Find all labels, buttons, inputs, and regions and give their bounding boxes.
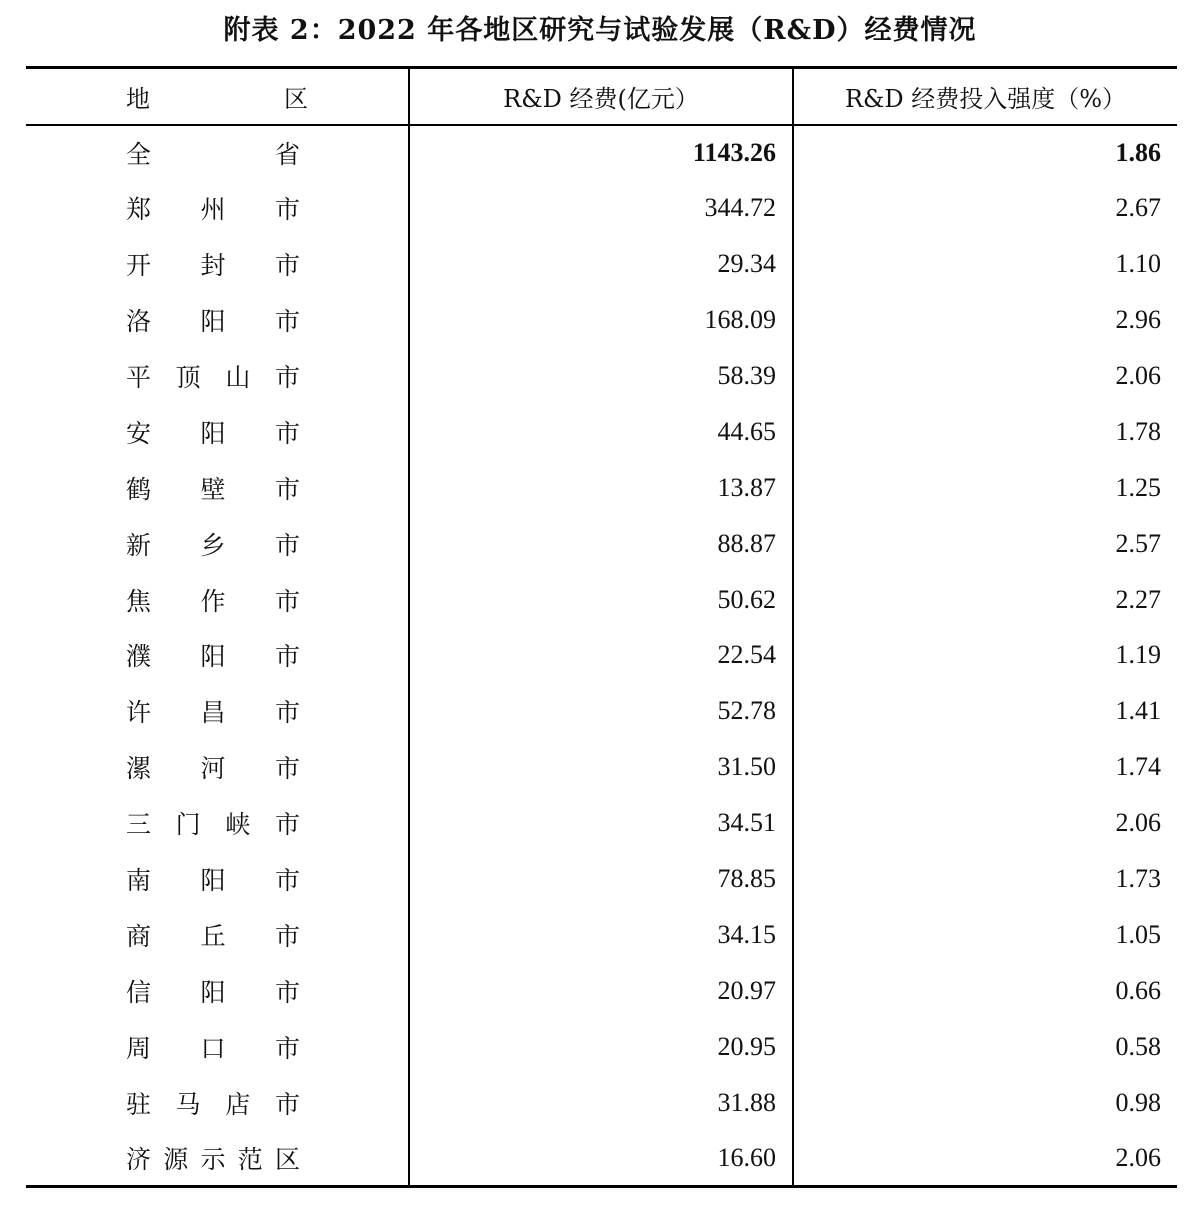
region-name: 郑 州 市 bbox=[126, 195, 300, 225]
table-row-total bbox=[26, 125, 1177, 181]
table-row bbox=[26, 404, 1177, 460]
intensity-cell: 1.41 bbox=[1115, 696, 1161, 726]
table-row bbox=[26, 795, 1177, 851]
intensity-cell: 2.06 bbox=[1115, 808, 1161, 838]
intensity-cell: 2.06 bbox=[793, 1131, 1177, 1187]
intensity-cell: 2.67 bbox=[1115, 193, 1161, 223]
expenditure-cell: 52.78 bbox=[409, 683, 793, 739]
intensity-cell: 0.58 bbox=[1115, 1031, 1161, 1061]
expenditure-cell: 20.97 bbox=[409, 963, 793, 1019]
table-row bbox=[26, 292, 1177, 348]
region-cell bbox=[26, 628, 409, 684]
region-cell bbox=[26, 739, 409, 795]
region-cell bbox=[26, 516, 409, 572]
region-name: 洛 阳 市 bbox=[126, 307, 300, 337]
expenditure-cell: 13.87 bbox=[409, 460, 793, 516]
region-name: 开 封 市 bbox=[126, 251, 300, 281]
region-name: 济 源 示 范 区 bbox=[126, 1144, 300, 1174]
table-title: 附表 2：2022 年各地区研究与试验发展（R&D）经费情况 bbox=[223, 15, 977, 46]
region-name: 商 丘 市 bbox=[126, 921, 300, 951]
region-cell bbox=[26, 180, 409, 236]
intensity-cell: 1.05 bbox=[1115, 919, 1161, 949]
expenditure-cell: 34.51 bbox=[409, 795, 793, 851]
intensity-cell: 1.10 bbox=[1115, 249, 1161, 279]
header-row bbox=[26, 68, 1177, 125]
region-name: 周 口 市 bbox=[126, 1033, 300, 1063]
region-cell bbox=[26, 795, 409, 851]
intensity-cell: 0.66 bbox=[1115, 975, 1161, 1005]
expenditure-cell: 344.72 bbox=[409, 180, 793, 236]
table-body bbox=[26, 125, 1177, 1187]
expenditure-cell: 22.54 bbox=[409, 628, 793, 684]
expenditure-cell: 31.88 bbox=[409, 1075, 793, 1131]
table-row bbox=[26, 1019, 1177, 1075]
header-intensity: R&D 经费投入强度（%） bbox=[793, 68, 1177, 125]
table-row bbox=[26, 1131, 1177, 1187]
expenditure-cell: 78.85 bbox=[409, 851, 793, 907]
intensity-cell: 1.86 bbox=[1115, 137, 1161, 167]
region-name: 南 阳 市 bbox=[126, 866, 300, 896]
table-row bbox=[26, 572, 1177, 628]
region-cell bbox=[26, 460, 409, 516]
region-name: 三 门 峡 市 bbox=[126, 810, 300, 840]
region-name: 许 昌 市 bbox=[126, 698, 300, 728]
table-row bbox=[26, 963, 1177, 1019]
expenditure-cell: 31.50 bbox=[409, 739, 793, 795]
region-cell bbox=[26, 907, 409, 963]
intensity-cell: 2.06 bbox=[1115, 361, 1161, 390]
region-name: 濮 阳 市 bbox=[126, 642, 300, 672]
header-expenditure: R&D 经费(亿元） bbox=[409, 68, 793, 125]
intensity-cell: 2.57 bbox=[1115, 528, 1161, 558]
region-name: 信 阳 市 bbox=[126, 977, 300, 1007]
table-row bbox=[26, 236, 1177, 292]
table-row bbox=[26, 683, 1177, 739]
expenditure-cell: 50.62 bbox=[409, 572, 793, 628]
header-region bbox=[26, 68, 409, 125]
region-name: 平 顶 山 市 bbox=[126, 363, 300, 392]
intensity-cell: 0.98 bbox=[1115, 1087, 1161, 1117]
region-cell bbox=[26, 1075, 409, 1131]
intensity-cell: 1.19 bbox=[1115, 640, 1161, 670]
region-cell bbox=[26, 125, 409, 181]
expenditure-cell: 168.09 bbox=[409, 292, 793, 348]
table-row bbox=[26, 516, 1177, 572]
region-name: 驻 马 店 市 bbox=[126, 1089, 300, 1119]
intensity-cell: 1.74 bbox=[1115, 752, 1161, 782]
region-cell bbox=[26, 348, 409, 404]
region-name: 鹤 壁 市 bbox=[126, 474, 300, 504]
region-name: 安 阳 市 bbox=[126, 418, 300, 448]
expenditure-cell: 1143.26 bbox=[409, 125, 793, 181]
header-region-label: 地 区 bbox=[126, 84, 308, 113]
table-row bbox=[26, 851, 1177, 907]
region-cell bbox=[26, 851, 409, 907]
expenditure-cell: 58.39 bbox=[409, 348, 793, 404]
table-row bbox=[26, 460, 1177, 516]
region-cell bbox=[26, 1131, 409, 1187]
intensity-cell: 2.96 bbox=[1115, 305, 1161, 335]
intensity-cell: 1.78 bbox=[1115, 416, 1161, 446]
expenditure-cell: 44.65 bbox=[409, 404, 793, 460]
expenditure-cell: 16.60 bbox=[409, 1131, 793, 1187]
region-cell bbox=[26, 963, 409, 1019]
expenditure-cell: 29.34 bbox=[409, 236, 793, 292]
region-name: 漯 河 市 bbox=[126, 754, 300, 784]
expenditure-cell: 20.95 bbox=[409, 1019, 793, 1075]
table-row bbox=[26, 348, 1177, 404]
region-cell bbox=[26, 1019, 409, 1075]
table-header bbox=[26, 68, 1177, 125]
intensity-cell: 2.27 bbox=[1115, 584, 1161, 614]
region-name: 全 省 bbox=[126, 139, 300, 169]
table-row bbox=[26, 1075, 1177, 1131]
rd-expenditure-table bbox=[26, 66, 1177, 1188]
region-cell bbox=[26, 292, 409, 348]
region-cell bbox=[26, 404, 409, 460]
table-row bbox=[26, 180, 1177, 236]
expenditure-cell: 34.15 bbox=[409, 907, 793, 963]
table-row bbox=[26, 907, 1177, 963]
region-cell bbox=[26, 236, 409, 292]
table-row bbox=[26, 628, 1177, 684]
region-name: 焦 作 市 bbox=[126, 586, 300, 616]
region-name: 新 乡 市 bbox=[126, 530, 300, 560]
table-row bbox=[26, 739, 1177, 795]
expenditure-cell: 88.87 bbox=[409, 516, 793, 572]
intensity-cell: 1.73 bbox=[1115, 864, 1161, 894]
region-cell bbox=[26, 572, 409, 628]
region-cell bbox=[26, 683, 409, 739]
intensity-cell: 1.25 bbox=[1115, 472, 1161, 502]
